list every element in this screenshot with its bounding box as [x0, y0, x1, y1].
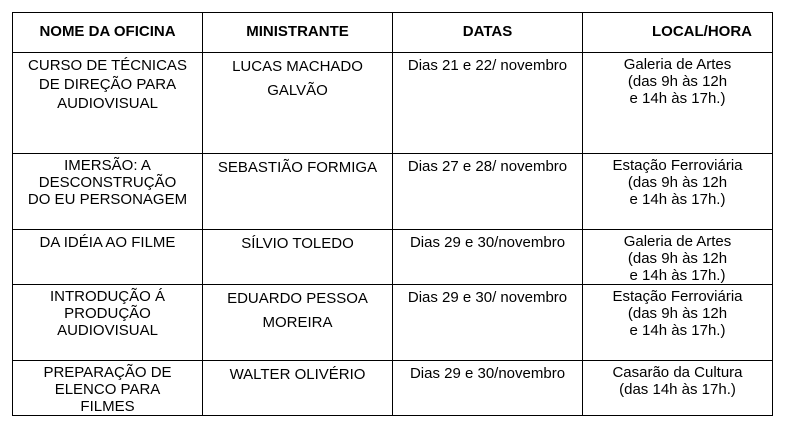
table-row: [13, 230, 773, 285]
cell-datas: [393, 361, 583, 416]
cell-line: DO EU PERSONAGEM: [27, 191, 188, 208]
cell-local-hora: [583, 154, 773, 230]
cell-line: Galeria de Artes: [623, 233, 732, 250]
cell-ministrante: [203, 230, 393, 285]
cell-datas: [393, 53, 583, 154]
cell-line: Estação Ferroviária: [612, 157, 743, 174]
header-oficina: NOME DA OFICINA: [13, 13, 203, 53]
cell-line: e 14h às 17h.): [629, 267, 726, 284]
cell-line: LUCAS MACHADO: [232, 58, 363, 75]
cell-local-hora: [583, 230, 773, 285]
cell-oficina: [13, 285, 203, 361]
header-datas: DATAS: [393, 13, 583, 53]
cell-line: DE DIREÇÃO PARA: [38, 76, 177, 93]
cell-line: DA IDÉIA AO FILME: [39, 234, 176, 251]
cell-line: WALTER OLIVÉRIO: [229, 366, 366, 383]
cell-line: Estação Ferroviária: [612, 288, 743, 305]
cell-ministrante: [203, 285, 393, 361]
cell-line: (das 9h às 12h: [627, 305, 728, 322]
cell-line: Dias 21 e 22/ novembro: [407, 57, 568, 74]
workshop-schedule-table: [12, 12, 773, 416]
cell-line: CURSO DE TÉCNICAS: [28, 57, 187, 74]
cell-line: SEBASTIÃO FORMIGA: [217, 159, 378, 176]
cell-oficina: [13, 53, 203, 154]
cell-line: MOREIRA: [262, 314, 333, 331]
cell-ministrante: [203, 53, 393, 154]
cell-line: AUDIOVISUAL: [57, 95, 158, 112]
cell-line: e 14h às 17h.): [629, 191, 726, 208]
cell-line: Casarão da Cultura: [612, 364, 743, 381]
cell-line: PRODUÇÃO: [64, 305, 151, 322]
table-row: [13, 154, 773, 230]
cell-local-hora: [583, 285, 773, 361]
cell-line: (das 14h às 17h.): [619, 381, 736, 398]
cell-line: GALVÃO: [267, 82, 328, 99]
cell-line: IMERSÃO: A: [64, 157, 151, 174]
cell-line: PREPARAÇÃO DE: [43, 364, 172, 381]
table-row: [13, 285, 773, 361]
cell-line: DESCONSTRUÇÃO: [38, 174, 177, 191]
cell-datas: [393, 230, 583, 285]
cell-line: e 14h às 17h.): [629, 322, 726, 339]
cell-line: Dias 29 e 30/ novembro: [407, 289, 568, 306]
cell-line: Dias 29 e 30/novembro: [409, 365, 566, 382]
table-row: [13, 361, 773, 416]
cell-datas: [393, 154, 583, 230]
header-ministrante: MINISTRANTE: [203, 13, 393, 53]
cell-line: e 14h às 17h.): [629, 90, 726, 107]
cell-local-hora: [583, 361, 773, 416]
cell-line: (das 9h às 12h: [627, 73, 728, 90]
cell-line: (das 9h às 12h: [627, 250, 728, 267]
cell-oficina: [13, 361, 203, 416]
cell-oficina: [13, 230, 203, 285]
cell-line: Dias 29 e 30/novembro: [409, 234, 566, 251]
table-row: [13, 53, 773, 154]
cell-ministrante: [203, 154, 393, 230]
header-row: [13, 13, 773, 53]
cell-oficina: [13, 154, 203, 230]
cell-ministrante: [203, 361, 393, 416]
cell-line: (das 9h às 12h: [627, 174, 728, 191]
cell-line: Galeria de Artes: [623, 56, 732, 73]
cell-local-hora: [583, 53, 773, 154]
cell-line: EDUARDO PESSOA: [227, 290, 368, 307]
cell-datas: [393, 285, 583, 361]
cell-line: ELENCO PARA: [54, 381, 161, 398]
header-local-hora: LOCAL/HORA: [583, 13, 773, 53]
cell-line: Dias 27 e 28/ novembro: [407, 158, 568, 175]
cell-line: SÍLVIO TOLEDO: [241, 235, 354, 252]
cell-line: FILMES: [80, 398, 135, 415]
cell-line: INTRODUÇÃO Á: [49, 288, 165, 305]
cell-line: AUDIOVISUAL: [57, 322, 158, 339]
